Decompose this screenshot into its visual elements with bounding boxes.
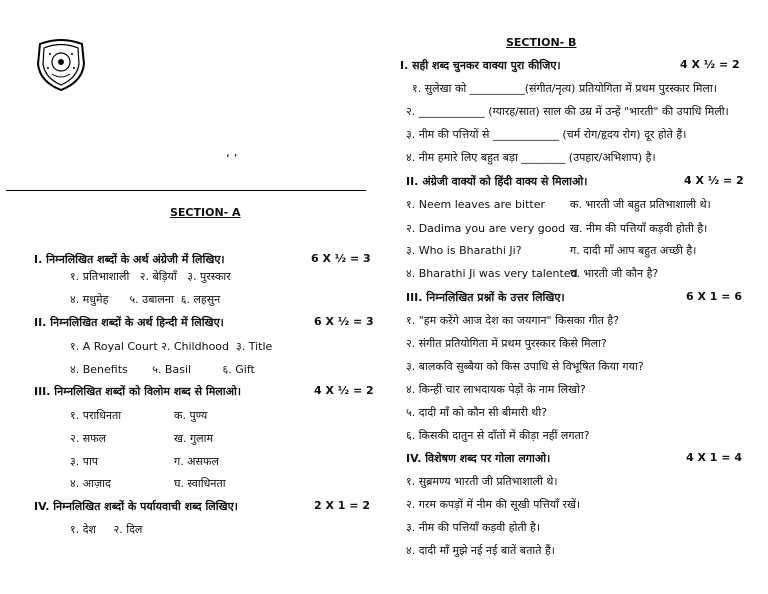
school-emblem-icon [32,34,90,92]
section-b-title: SECTION- B [506,36,577,49]
section-b-q4-item: १. सुब्रमण्य भारती जी प्रतिभाशाली थे। [406,475,558,488]
section-b-q2-pair-right: घ. भारती जी कौन है? [570,267,659,280]
section-b-q3-heading: III. निम्नलिखित प्रश्नों के उत्तर लिखिए। [406,291,565,304]
section-a-q1-heading: I. निम्नलिखित शब्दों के अर्थ अंग्रेजी में लिखिए। [34,253,225,266]
section-b-q1-heading: I. सही शब्द चुनकर वाक्या पुरा कीजिए। [400,59,561,72]
header-divider [6,190,366,191]
section-b-q2-pair-right: ग. दादी माँ आप बहुत अच्छी है। [570,244,697,257]
section-b-q2-pair-right: क. भारती जी बहुत प्रतिभाशाली थे। [570,198,711,211]
section-a-q4-row1: १. देश २. दिल [70,523,143,536]
section-a-q1-row2: ४. मधुमेह ५. उबालना ६. लहसुन [70,293,221,306]
section-b-q1-marks: 4 X ½ = 2 [680,58,740,71]
section-b-q2-pair-left: १. Neem leaves are bitter [406,198,545,211]
section-a-q3-pair-right: ग. असफल [174,455,219,468]
section-b-q3-item: ५. दादी माँ को कौन सी बीमारी थी? [406,406,548,419]
section-b-q2-heading: II. अंग्रेजी वाक्यों को हिंदी वाक्य से मिलाओ। [406,175,588,188]
section-b-q2-marks: 4 X ½ = 2 [684,174,744,187]
section-b-q1-item: ३. नीम की पत्तियों से ____________ (चर्म रोग/हृदय रोग) दूर होते हैं। [406,128,687,141]
section-a-q2-heading: II. निम्नलिखित शब्दों के अर्थ हिन्दी में लिखिए। [34,316,224,329]
section-a-q3-heading: III. निम्नलिखित शब्दों को विलोम शब्द से मिलाओ। [34,385,242,398]
section-b-q3-item: २. संगीत प्रतियोगिता में प्रथम पुरस्कार किसे मिला? [406,337,607,350]
quote-mark: ‘ ’ [226,152,238,166]
section-a-q3-pair-right: ख. गुलाम [174,432,214,445]
section-b-q1-item: ४. नीम हमारे लिए बहुत बड़ा ________ (उपहार/अभिशाप) है। [406,151,656,164]
section-b-q1-item: २. ____________ (ग्यारह/सात) साल की उम्र में उन्हें "भारती" की उपाधि मिली। [406,105,729,118]
section-a-q1-marks: 6 X ½ = 3 [311,252,371,265]
section-a-q3-pair-right: क. पुण्य [174,409,208,422]
section-a-q1-row1: १. प्रतिभाशाली २. बेड़ियाँ ३. पुरस्कार [70,270,231,283]
section-b-q2-pair-left: २. Dadima you are very good [406,222,566,235]
section-a-q3-pair-left: १. पराधिनता [70,409,122,422]
section-b-q2-pair-right: ख. नीम की पत्तियाँ कड़वी होती है। [570,222,708,235]
section-a-q3-pair-left: ३. पाप [70,455,99,468]
section-b-q4-heading: IV. विशेषण शब्द पर गोला लगाओ। [406,452,551,465]
section-a-q2-row1: १. A Royal Court २. Childhood ३. Title [70,340,273,353]
section-b-q3-item: ३. बालकवि सुब्बैया को किस उपाधि से विभूषित किया गया? [406,360,644,373]
section-b-q4-marks: 4 X 1 = 4 [686,451,742,464]
section-b-q2-pair-left: ४. Bharathi Ji was very talented [406,267,578,280]
section-b-q2-pair-left: ३. Who is Bharathi Ji? [406,244,522,257]
section-a-q2-marks: 6 X ½ = 3 [314,315,374,328]
section-b-q3-item: ६. किसकी दातुन से दाँतों में कीड़ा नहीं लगता? [406,429,590,442]
section-b-q3-item: ४. किन्हीं चार लाभदायक पेड़ों के नाम लिखो? [406,383,586,396]
section-b-q3-marks: 6 X 1 = 6 [686,290,742,303]
section-b-q4-item: ४. दादी माँ मुझे नई नई बातें बताते हैं। [406,544,555,557]
section-a-q4-heading: IV. निम्नलिखित शब्दों के पर्यायवाची शब्द लिखिए। [34,500,238,513]
section-a-q3-pair-left: ४. आज़ाद [70,477,111,490]
section-a-q4-marks: 2 X 1 = 2 [314,499,370,512]
section-a-q3-pair-left: २. सफल [70,432,107,445]
section-b-q3-item: १. "हम करेंगे आज देश का जयगान" किसका गीत है? [406,314,620,327]
section-b-q4-item: ३. नीम की पत्तियाँ कड़वी होती है। [406,521,541,534]
section-b-q1-item: १. सुलेखा को __________(संगीत/नृत्य) प्रतियोगिता में प्रथम पुरस्कार मिला। [412,82,717,95]
section-a-title: SECTION- A [170,206,241,219]
section-a-q3-marks: 4 X ½ = 2 [314,384,374,397]
section-a-q2-row2: ४. Benefits ५. Basil ६. Gift [70,363,255,376]
section-b-q4-item: २. गरम कपड़ों में नीम की सूखी पत्तियाँ रखें। [406,498,581,511]
section-a-q3-pair-right: घ. स्वाधिनता [174,477,226,490]
